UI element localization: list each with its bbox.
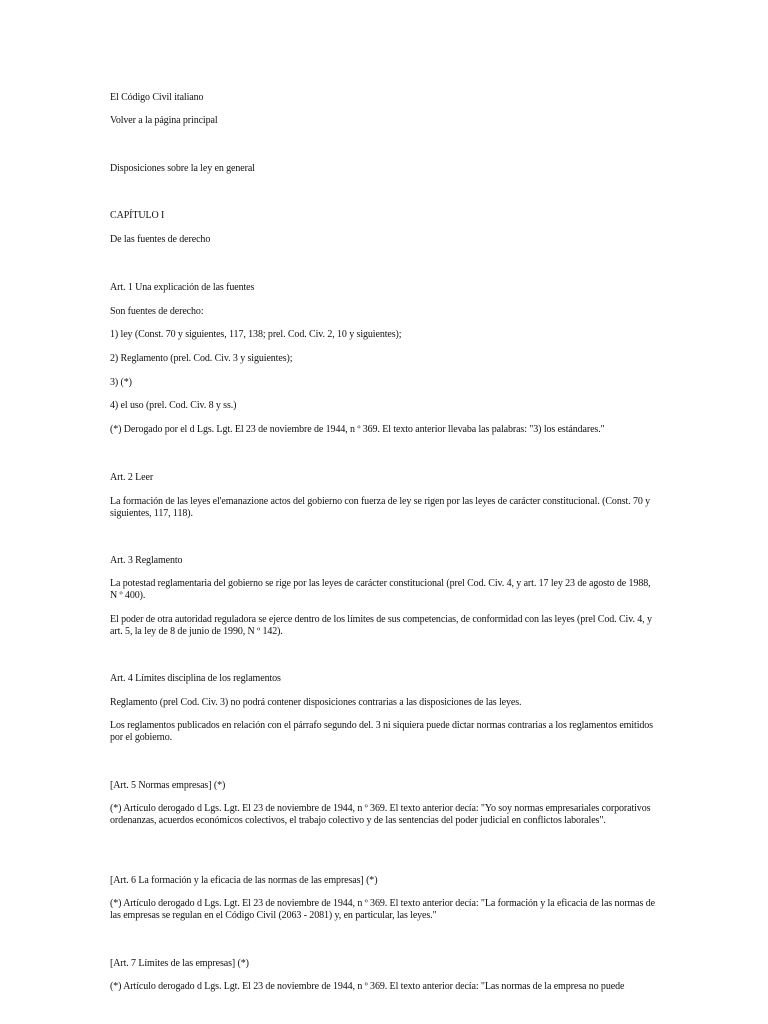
art4-paragraph-1: Reglamento (prel Cod. Civ. 3) no podrá contener disposiciones contrarias a las disposiciones de las leyes. xyxy=(110,697,522,708)
art3-title: Art. 3 Reglamento xyxy=(110,555,183,566)
art7-title: [Art. 7 Límites de las empresas] (*) xyxy=(110,958,249,969)
art2-title: Art. 2 Leer xyxy=(110,472,154,483)
section-title: Disposiciones sobre la ley en general xyxy=(110,163,255,174)
chapter-subtitle: De las fuentes de derecho xyxy=(110,234,211,245)
art6-note: (*) Artículo derogado d Lgs. Lgt. El 23 de noviembre de 1944, n º 369. El texto anterior decía: "La formación y la eficacia de las normas de las empresas se regulan en el Código Civil (2063 - 2081) y, en particular, las leyes." xyxy=(110,898,655,921)
art6-title: [Art. 6 La formación y la eficacia de las normas de las empresas] (*) xyxy=(110,875,378,886)
art1-title: Art. 1 Una explicación de las fuentes xyxy=(110,282,255,293)
art5-note: (*) Artículo derogado d Lgs. Lgt. El 23 de noviembre de 1944, n º 369. El texto anterior decía: "Yo soy normas empresariales corporativos ordenanzas, acuerdos económicos colectivos, el trabajo colectivo y de las sentencias del poder judicial en conflictos laborales". xyxy=(110,803,651,826)
art1-item-4: 4) el uso (prel. Cod. Civ. 8 y ss.) xyxy=(110,400,237,411)
art1-item-3: 3) (*) xyxy=(110,377,132,388)
art1-note: (*) Derogado por el d Lgs. Lgt. El 23 de noviembre de 1944, n º 369. El texto anterior llevaba las palabras: "3) los estándares." xyxy=(110,424,605,435)
art2-text: La formación de las leyes el'emanazione actos del gobierno con fuerza de ley se rigen por las leyes de carácter constitucional. (Const. 70 y siguientes, 117, 118). xyxy=(110,496,651,519)
art1-item-1: 1) ley (Const. 70 y siguientes, 117, 138; prel. Cod. Civ. 2, 10 y siguientes); xyxy=(110,329,402,340)
art3-paragraph-1: La potestad reglamentaria del gobierno se rige por las leyes de carácter constitucional (prel Cod. Civ. 4, y art. 17 ley 23 de agosto de 1988, N º 400). xyxy=(110,578,651,601)
art1-item-2: 2) Reglamento (prel. Cod. Civ. 3 y siguientes); xyxy=(110,353,293,364)
chapter-label: CAPÍTULO I xyxy=(110,210,165,221)
art4-title: Art. 4 Límites disciplina de los reglamentos xyxy=(110,673,281,684)
art4-paragraph-2: Los reglamentos publicados en relación con el párrafo segundo del. 3 ni siquiera puede dictar normas contrarias a los reglamentos emitidos por el gobierno. xyxy=(110,720,653,743)
art3-paragraph-2: El poder de otra autoridad reguladora se ejerce dentro de los límites de sus competencias, de conformidad con las leyes (prel Cod. Civ. 4, y art. 5, la ley de 8 de junio de 1990, N º 142). xyxy=(110,614,652,637)
art5-title: [Art. 5 Normas empresas] (*) xyxy=(110,780,226,791)
document-title: El Código Civil italiano xyxy=(110,92,204,103)
art7-note: (*) Artículo derogado d Lgs. Lgt. El 23 de noviembre de 1944, n º 369. El texto anterior decía: "Las normas de la empresa no puede xyxy=(110,981,625,992)
art1-intro: Son fuentes de derecho: xyxy=(110,306,204,317)
back-to-home-link[interactable]: Volver a la página principal xyxy=(110,115,218,126)
